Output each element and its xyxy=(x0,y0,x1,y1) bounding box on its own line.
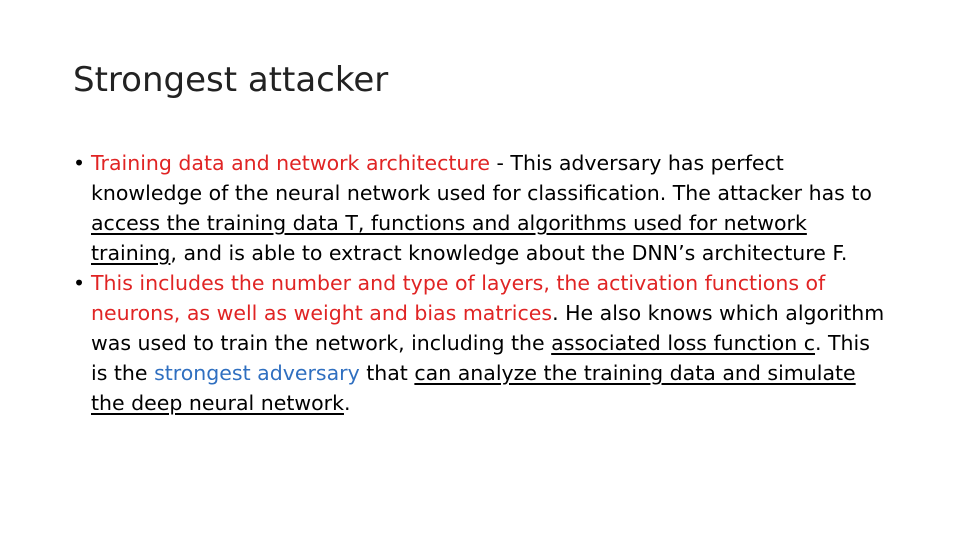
body-text: , and is able to extract knowledge about the DNN’s architecture F. xyxy=(170,241,848,265)
body-text: . He also knows which algorithm was used to train the network, including the xyxy=(91,301,885,355)
bullet-marker: • xyxy=(73,151,86,175)
body-text: - This adversary has perfect knowledge of the neural network used for classification. The attacker has to xyxy=(91,151,872,205)
slide-title: Strongest attacker xyxy=(73,60,389,100)
highlight-red-text: This includes the number and type of layers, the activation functions of neurons, as well as weight and bias matrices xyxy=(91,271,826,325)
body-text: that xyxy=(359,361,415,385)
underlined-text: can analyze the training data and simulate the deep neural network xyxy=(91,361,856,415)
underlined-text: associated loss function c xyxy=(551,331,815,355)
bullet-item xyxy=(73,268,888,418)
highlight-blue-text: strongest adversary xyxy=(154,361,360,385)
bullet-item xyxy=(73,148,888,268)
body-text: . This is the xyxy=(91,331,870,385)
body-text: . xyxy=(343,391,351,415)
bullet-marker: • xyxy=(73,271,86,295)
highlight-red-text: Training data and network architecture xyxy=(91,151,490,175)
bullet-list xyxy=(73,148,888,418)
underlined-text: access the training data T, functions and algorithms used for network training xyxy=(91,211,807,265)
